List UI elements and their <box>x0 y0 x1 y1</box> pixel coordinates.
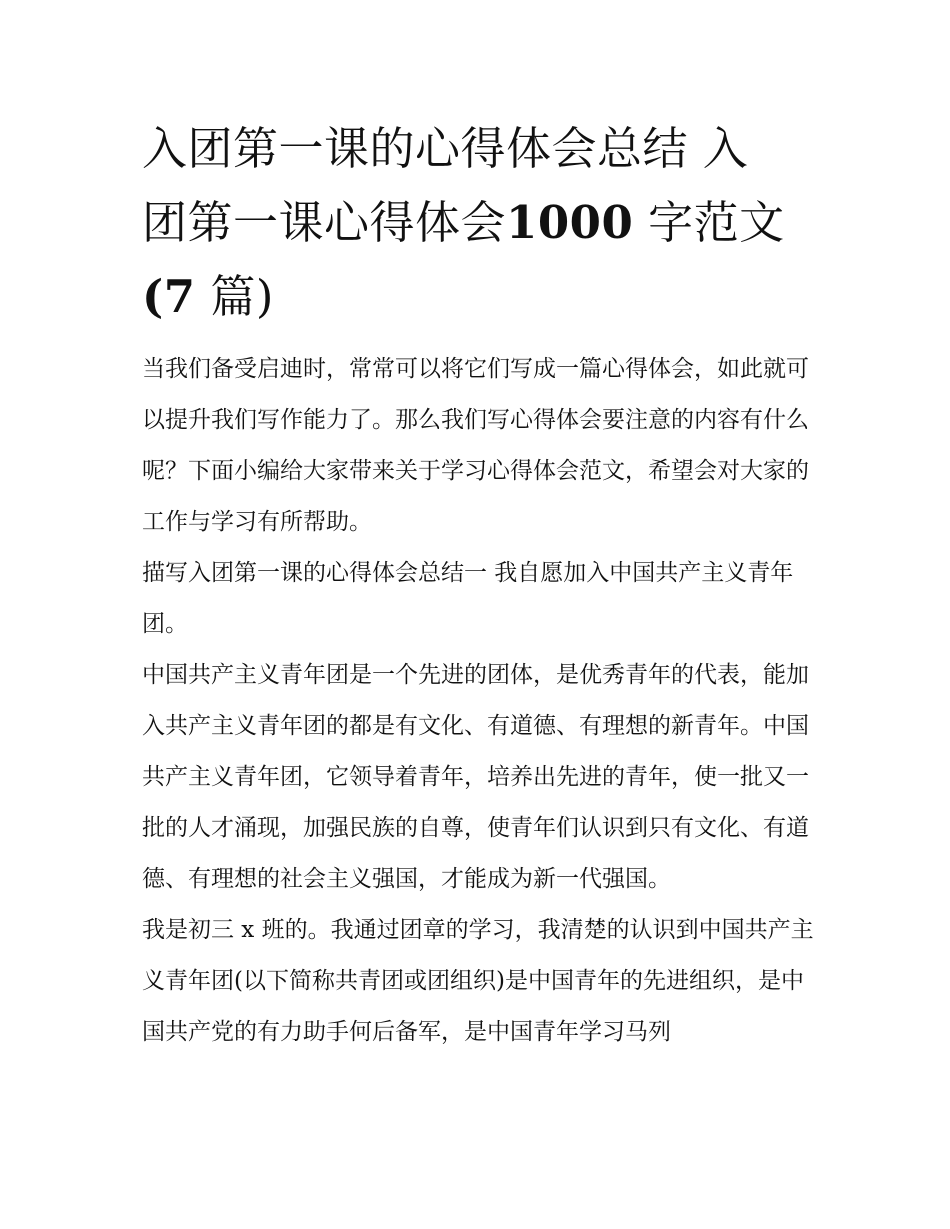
paragraph-league-description: 中国共产主义青年团是一个先进的团体，是优秀青年的代表，能加入共产主义青年团的都是有文化、有道德、有理想的新青年。中国共产主义青年团，它领导着青年，培养出先进的青年，使一批又一批的人才涌现，加强民族的自尊，使青年们认识到只有文化、有道德、有理想的社会主义强国，才能成为新一代强国。 <box>142 662 809 892</box>
title-line3-number: (7 <box>142 270 196 323</box>
paragraph-section-heading: 描写入团第一课的心得体会总结一 我自愿加入中国共产主义青年团。 <box>142 560 794 637</box>
document-body <box>142 344 818 1058</box>
title-line3-end: 篇) <box>195 270 274 323</box>
title-line2-start: 团第一课心得体会 <box>142 196 507 249</box>
paragraph-personal-statement: 我是初三 x 班的。我通过团章的学习，我清楚的认识到中国共产主义青年团(以下简称共青团或团组织)是中国青年的先进组织，是中国共产党的有力助手何后备军，是中国青年学习马列 <box>142 917 814 1045</box>
document-content <box>142 112 818 1058</box>
title-line2-number: 1000 <box>506 196 634 249</box>
document-title <box>142 112 818 334</box>
paragraph-intro: 当我们备受启迪时，常常可以将它们写成一篇心得体会，如此就可以提升我们写作能力了。那么我们写心得体会要注意的内容有什么呢？下面小编给大家带来关于学习心得体会范文，希望会对大家的工作与学习有所帮助。 <box>142 356 809 535</box>
title-line1: 入团第一课的心得体会总结 入 <box>142 122 749 175</box>
title-line2-end: 字范文 <box>633 196 785 249</box>
